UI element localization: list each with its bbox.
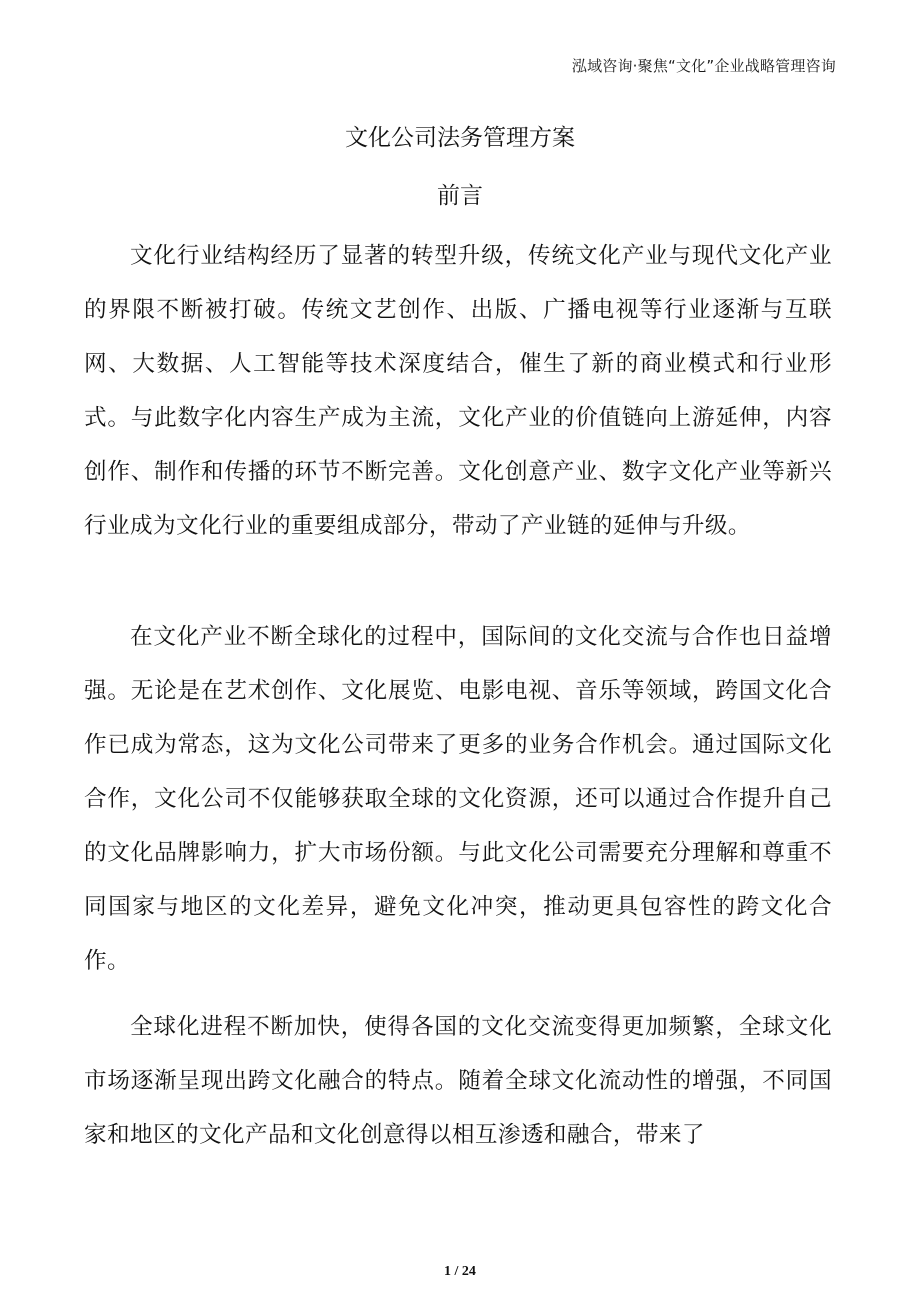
page-number: 1 / 24	[444, 1264, 476, 1279]
paragraph-3: 全球化进程不断加快，使得各国的文化交流变得更加频繁，全球文化市场逐渐呈现出跨文化融合的特点。随着全球文化流动性的增强，不同国家和地区的文化产品和文化创意得以相互渗透和融合，带来了	[84, 1014, 832, 1148]
section-title-preface: 前言	[437, 183, 483, 209]
paragraph-1: 文化行业结构经历了显著的转型升级，传统文化产业与现代文化产业的界限不断被打破。传统文艺创作、出版、广播电视等行业逐渐与互联网、大数据、人工智能等技术深度结合，催生了新的商业模式和行业形式。与此数字化内容生产成为主流，文化产业的价值链向上游延伸，内容创作、制作和传播的环节不断完善。文化创意产业、数字文化产业等新兴行业成为文化行业的重要组成部分，带动了产业链的延伸与升级。	[84, 243, 832, 539]
page-header: 泓域咨询·聚焦“文化”企业战略管理咨询	[571, 57, 836, 75]
paragraph-2: 在文化产业不断全球化的过程中，国际间的文化交流与合作也日益增强。无论是在艺术创作、文化展览、电影电视、音乐等领域，跨国文化合作已成为常态，这为文化公司带来了更多的业务合作机会。通过国际文化合作，文化公司不仅能够获取全球的文化资源，还可以通过合作提升自己的文化品牌影响力，扩大市场份额。与此文化公司需要充分理解和尊重不同国家与地区的文化差异，避免文化冲突，推动更具包容性的跨文化合作。	[84, 624, 832, 974]
document-title: 文化公司法务管理方案	[345, 125, 575, 151]
